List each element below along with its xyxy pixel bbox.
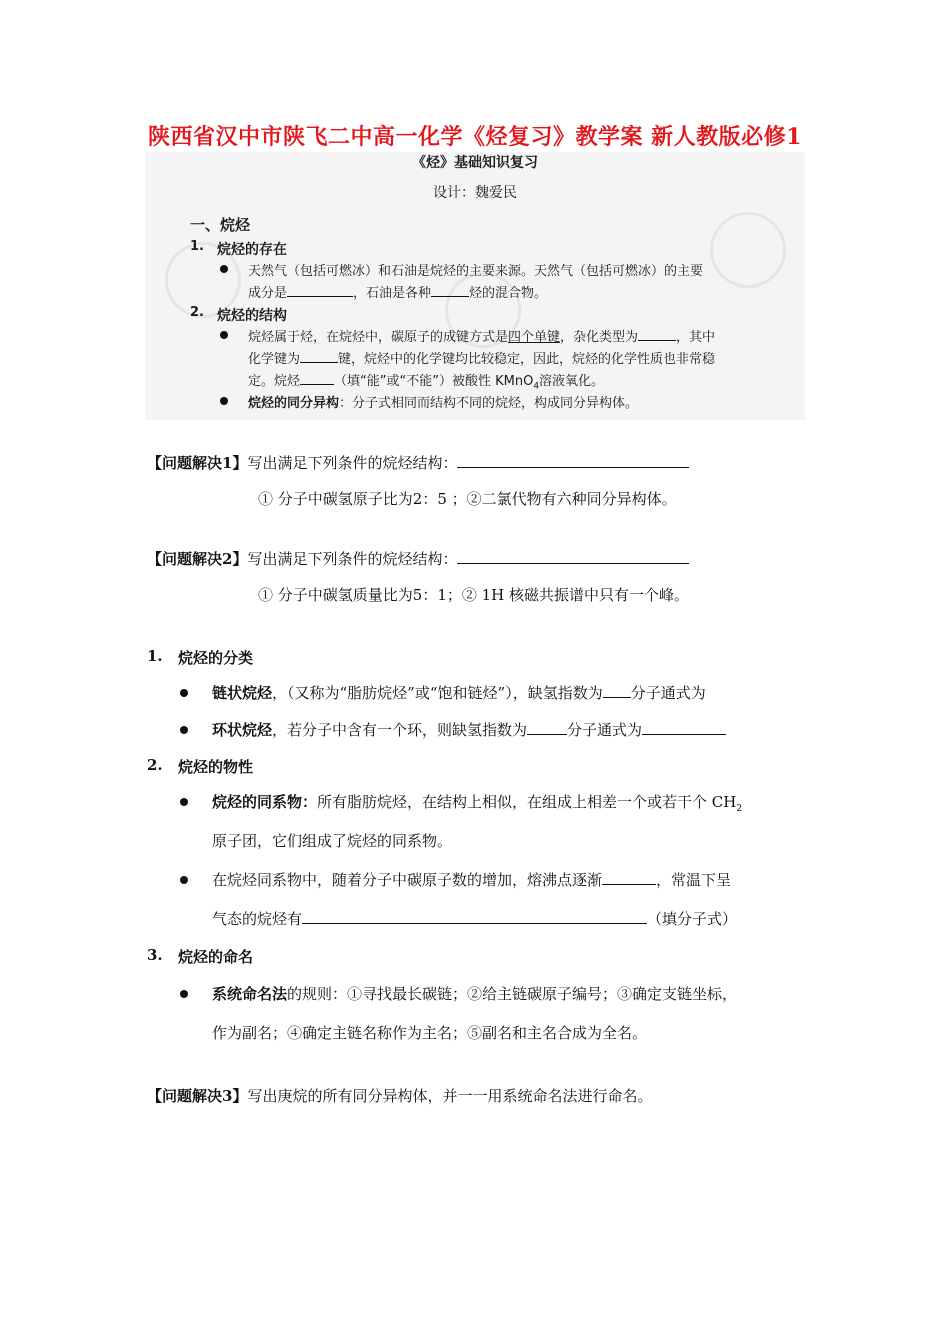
blank-line	[638, 326, 676, 341]
bullet-icon	[180, 798, 188, 806]
boiling-point-line	[212, 869, 731, 890]
section-2-num: 2.	[147, 756, 163, 774]
section-3-num: 3.	[147, 946, 163, 964]
problem-label: 【问题解决1】	[147, 454, 248, 472]
scan-sub2-iso	[248, 392, 638, 411]
scan-sub2-title: 烷烃的结构	[217, 308, 287, 324]
bullet-icon	[220, 397, 228, 405]
homolog-line	[212, 791, 742, 814]
bullet-icon	[220, 265, 228, 273]
scan-designer: 设计：魏爱民	[433, 185, 517, 201]
scan-sub1-text2	[248, 282, 547, 301]
answer-line[interactable]	[527, 720, 567, 735]
scanned-image	[145, 152, 805, 420]
problem-text: 写出庚烷的所有同分异构体，并一一用系统命名法进行命名。	[247, 1087, 653, 1105]
blank-line	[287, 282, 353, 297]
body-text: 所有脂肪烷烃，在结构上相似，在组成上相差一个或若干个 CH	[317, 793, 737, 811]
scan-text: 烷烃属于烃，在烷烃中，碳原子的成键方式是	[248, 330, 509, 345]
watermark-icon	[699, 201, 796, 298]
section-3-title: 烷烃的命名	[178, 948, 254, 966]
body-text: ，（又称为“脂肪烷烃”或“饱和链烃”），缺氢指数为	[272, 684, 603, 702]
nomenclature-line-2: 作为副名；④确定主链名称作为主名；⑤副名和主名合成为全名。	[212, 1024, 648, 1042]
document-title: 陕西省汉中市陕飞二中高一化学《烃复习》教学案 新人教版必修1	[148, 124, 802, 150]
problem-text: 写出满足下列条件的烷烃结构：	[247, 454, 458, 472]
body-text: （填分子式）	[647, 910, 738, 928]
scan-text: ，石油是各种	[353, 286, 432, 301]
bullet-icon	[180, 990, 188, 998]
term-label: 系统命名法	[212, 985, 288, 1003]
term-label: 环状烷烃	[212, 721, 273, 739]
scan-text: 溶液氧化。	[539, 374, 605, 389]
bullet-icon	[180, 726, 188, 734]
chain-alkane-line	[212, 682, 706, 703]
answer-line[interactable]	[602, 870, 656, 885]
scan-text: ，其中	[676, 330, 716, 345]
scan-text: 成分是	[248, 286, 288, 301]
blank-line	[300, 348, 338, 363]
body-text: 分子通式为	[630, 684, 706, 702]
problem-text: 写出满足下列条件的烷烃结构：	[247, 550, 458, 568]
scan-text: ，杂化类型为	[560, 330, 639, 345]
scan-text: 烷烃的同分异构	[248, 396, 340, 411]
scan-text: （填“能”或“不能”）被酸性 KMnO	[334, 374, 534, 389]
term-label: 烷烃的同系物：	[212, 793, 318, 811]
section-1-title: 烷烃的分类	[178, 649, 254, 667]
blank-line	[300, 370, 334, 385]
scan-sub2-text	[248, 326, 715, 345]
scan-text: 烃的混合物。	[469, 286, 548, 301]
answer-line[interactable]	[457, 549, 689, 564]
scan-sub2-num: 2.	[190, 305, 204, 320]
body-text: 气态的烷烃有	[212, 910, 303, 928]
problem-label: 【问题解决2】	[147, 550, 248, 568]
scan-section-title: 一、烷烃	[190, 216, 251, 234]
scan-text: 化学键为	[248, 352, 301, 367]
body-text: 分子通式为	[567, 721, 643, 739]
scan-sub1-title: 烷烃的存在	[217, 242, 287, 258]
answer-line[interactable]	[603, 683, 631, 698]
gaseous-alkane-line	[212, 908, 737, 929]
scan-sub2-text3	[248, 370, 604, 392]
term-label: 链状烷烃	[212, 684, 273, 702]
scan-text: 定。烷烃	[248, 374, 301, 389]
body-text: ，常温下呈	[656, 871, 732, 889]
scan-text: 键，烷烃中的化学键均比较稳定，因此，烷烃的化学性质也非常稳	[338, 352, 716, 367]
body-text: ，若分子中含有一个环，则缺氢指数为	[272, 721, 528, 739]
bullet-icon	[180, 876, 188, 884]
answer-line[interactable]	[642, 720, 726, 735]
bullet-icon	[220, 331, 228, 339]
answer-line[interactable]	[457, 453, 689, 468]
homolog-line-2: 原子团，它们组成了烷烃的同系物。	[212, 832, 453, 850]
problem-2	[147, 548, 689, 569]
problem-1	[147, 452, 689, 473]
subscript: 2	[736, 804, 743, 814]
section-1-num: 1.	[147, 647, 163, 665]
section-2-title: 烷烃的物性	[178, 758, 254, 776]
scan-text: 四个单键	[508, 330, 561, 345]
problem-3	[147, 1085, 652, 1106]
bullet-icon	[180, 689, 188, 697]
answer-line[interactable]	[302, 909, 647, 924]
scan-text: 4	[533, 381, 540, 392]
body-text: 在烷烃同系物中，随着分子中碳原子数的增加，熔沸点逐渐	[212, 871, 603, 889]
scan-sub1-text: 天然气（包括可燃冰）和石油是烷烃的主要来源。天然气（包括可燃冰）的主要	[248, 264, 704, 279]
nomenclature-line	[212, 983, 737, 1004]
body-text: 的规则：①寻找最长碳链；②给主链碳原子编号；③确定支链坐标，	[287, 985, 738, 1003]
cyclic-alkane-line	[212, 719, 726, 740]
scan-heading: 《烃》基础知识复习	[412, 155, 538, 171]
problem-label: 【问题解决3】	[147, 1087, 248, 1105]
problem-1-condition: ① 分子中碳氢原子比为2：5 ；②二氯代物有六种同分异构体。	[258, 490, 677, 508]
blank-line	[431, 282, 469, 297]
scan-sub1-num: 1.	[190, 239, 204, 254]
scan-text: ：分子式相同而结构不同的烷烃，构成同分异构体。	[339, 396, 639, 411]
scan-sub2-text2	[248, 348, 715, 367]
problem-2-condition: ① 分子中碳氢质量比为5：1；② 1H 核磁共振谱中只有一个峰。	[258, 586, 690, 604]
